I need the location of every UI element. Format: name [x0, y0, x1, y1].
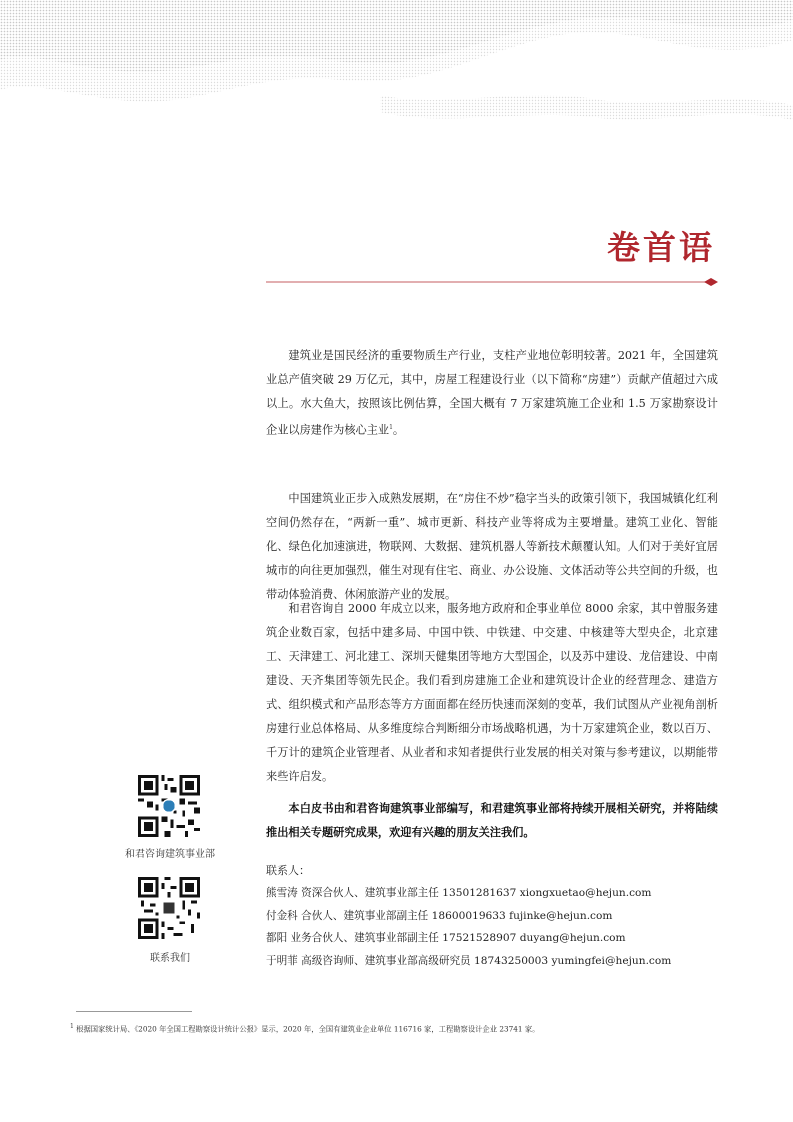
footnote — [70, 1023, 730, 1034]
contacts-label: 联系人： — [266, 864, 310, 877]
closing-statement: 本白皮书由和君咨询建筑事业部编写，和君建筑事业部将持续开展相关研究，并将陆续推出相关专题研究成果，欢迎有兴趣的朋友关注我们。 — [266, 801, 718, 839]
footnote-marker: 1 — [389, 424, 393, 431]
footnote-number: 1 — [70, 1023, 74, 1030]
qr-caption-contact: 联系我们 — [150, 953, 190, 964]
intro-paragraph-1 — [266, 344, 718, 443]
intro-paragraph-1-text: 建筑业是国民经济的重要物质生产行业，支柱产业地位彰明较著。2021 年，全国建筑业总产值突破 29 万亿元，其中，房屋工程建设行业（以下简称“房建”）贡献产值超过六成以上。水大鱼大，按照该比例估算，全国大概有 7 万家建筑施工企业和 1.5 万家勘察设计企业以房建作为核心主业 — [266, 349, 718, 437]
paragraph-1-end: 。 — [392, 423, 405, 437]
footnote-divider — [76, 1011, 192, 1012]
footnote-text: 根据国家统计局、《2020 年全国工程勘察设计统计公报》显示，2020 年，全国有建筑业企业单位 116716 家，工程勘察设计企业 23741 家。 — [76, 1024, 540, 1034]
header-wave-banner — [0, 0, 793, 170]
contact-row: 熊雪涛 资深合伙人、建筑事业部主任 13501281637 xiongxuetao@hejun.com — [266, 887, 652, 899]
qr-caption-department: 和君咨询建筑事业部 — [125, 849, 215, 860]
page-title: 卷首语 — [607, 228, 715, 267]
qr-code-icon[interactable] — [138, 877, 200, 939]
title-divider — [266, 278, 718, 286]
contact-row: 付金科 合伙人、建筑事业部副主任 18600019633 fujinke@hejun.com — [266, 909, 613, 922]
qr-code-icon[interactable] — [138, 775, 200, 837]
contact-row: 于明菲 高级咨询师、建筑事业部高级研究员 18743250003 yumingfei@hejun.com — [266, 954, 672, 967]
contact-row: 都阳 业务合伙人、建筑事业部副主任 17521528907 duyang@hejun.com — [266, 932, 626, 944]
intro-paragraph-3: 和君咨询自 2000 年成立以来，服务地方政府和企事业单位 8000 余家，其中曾服务建筑企业数百家，包括中建多局、中国中铁、中铁建、中交建、中核建等大型央企，北京建工、天津建工、河北建工、深圳天健集团等地方大型国企，以及苏中建设、龙信建设、中南建设、天齐集团等领先民企。我们看到房建施工企业和建筑设计企业的经营理念、建造方式、组织模式和产品形态等方方面面都在经历快速而深刻的变革，我们试图从产业视角剖析房建行业总体格局、从多维度综合判断细分市场战略机遇，为十万家建筑企业，数以百万、千万计的建筑企业管理者、从业者和求知者提供行业发展的相关对策与参考建议，以期能带来些许启发。 — [266, 602, 718, 783]
intro-paragraph-2: 中国建筑业正步入成熟发展期，在“房住不炒”稳字当头的政策引领下，我国城镇化红利空间仍然存在，“两新一重”、城市更新、科技产业等将成为主要增量。建筑工业化、智能化、绿色化加速演进，物联网、大数据、建筑机器人等新技术颠覆认知。人们对于美好宜居城市的向往更加强烈，催生对现有住宅、商业、办公设施、文体活动等公共空间的升级，也带动体验消费、休闲旅游产业的发展。 — [266, 492, 718, 601]
contacts-block — [266, 860, 726, 972]
